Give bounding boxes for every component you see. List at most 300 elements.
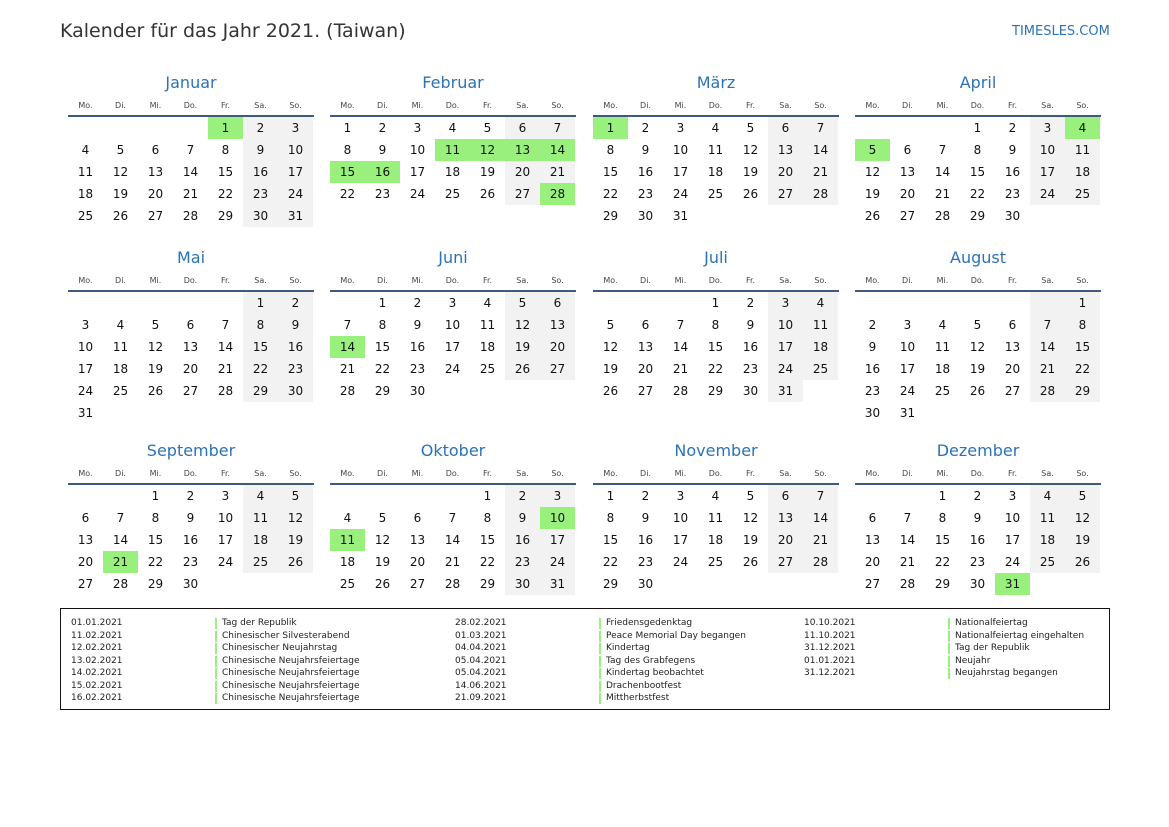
weekday-header [593, 273, 839, 292]
day-cell: 2 [186, 489, 195, 503]
day-cell: 25 [803, 358, 838, 380]
day-cell: 5 [378, 511, 387, 525]
week-row [68, 573, 314, 595]
weekday-label: Mo. [603, 101, 618, 110]
weekday-label: Di. [640, 101, 651, 110]
week-row [593, 336, 839, 358]
day-cell: 3 [1008, 489, 1017, 503]
day-cell: 27 [768, 551, 803, 573]
day-cell: 16 [637, 533, 654, 547]
week-row [68, 205, 314, 227]
weekday-label: Mi. [674, 101, 687, 110]
weekday-label: Fr. [482, 469, 493, 478]
week-row [855, 573, 1101, 595]
day-cell: 25 [243, 551, 278, 573]
weekday-label: Do. [970, 469, 985, 478]
weekday-header [593, 466, 839, 485]
weekday-label: Sa. [516, 276, 529, 285]
empty-day-cell [243, 402, 278, 424]
day-cell: 26 [479, 187, 496, 201]
legend-date: 14.02.2021 [71, 668, 123, 678]
weekday-label: Do. [183, 469, 198, 478]
day-cell: 14 [112, 533, 129, 547]
day-cell: 26 [742, 187, 759, 201]
day-cell: 6 [641, 318, 650, 332]
week-row [855, 551, 1101, 573]
holiday-day-cell: 10 [540, 507, 575, 529]
day-cell: 10 [278, 139, 313, 161]
legend-date: 21.09.2021 [455, 693, 507, 703]
empty-day-cell [208, 292, 243, 314]
weekday-label: Fr. [220, 469, 231, 478]
week-row [593, 551, 839, 573]
day-cell: 19 [864, 187, 881, 201]
day-cell: 18 [339, 555, 356, 569]
weekday-label: Do. [445, 276, 460, 285]
legend-holiday-name: Kindertag beobachtet [606, 668, 704, 678]
weekday-label: Sa. [254, 101, 267, 110]
legend-item [804, 642, 1084, 655]
day-cell: 31 [278, 205, 313, 227]
day-cell: 5 [1065, 485, 1100, 507]
day-cell: 19 [374, 555, 391, 569]
day-cell: 11 [934, 340, 951, 354]
week-row [68, 117, 314, 139]
day-cell: 8 [221, 143, 230, 157]
weekday-label: Mi. [149, 469, 162, 478]
day-cell: 6 [505, 117, 540, 139]
day-cell: 13 [147, 165, 164, 179]
legend-marker [599, 681, 601, 692]
empty-day-cell [663, 292, 698, 314]
day-cell: 25 [77, 209, 94, 223]
day-cell: 24 [409, 187, 426, 201]
day-cell: 29 [934, 577, 951, 591]
day-cell: 18 [803, 336, 838, 358]
week-row [855, 314, 1101, 336]
day-cell: 10 [1004, 511, 1021, 525]
day-cell: 30 [409, 384, 426, 398]
site-brand-link[interactable]: TIMESLES.COM [1012, 24, 1110, 39]
day-cell: 13 [768, 507, 803, 529]
weekday-label: Do. [708, 276, 723, 285]
day-cell: 28 [803, 183, 838, 205]
empty-day-cell [925, 117, 960, 139]
day-cell: 8 [243, 314, 278, 336]
weekday-label: Mo. [340, 469, 355, 478]
day-cell: 7 [343, 318, 352, 332]
day-cell: 22 [707, 362, 724, 376]
day-cell: 13 [768, 139, 803, 161]
day-cell: 10 [1030, 139, 1065, 161]
day-cell: 4 [483, 296, 492, 310]
day-cell: 1 [973, 121, 982, 135]
week-row [593, 573, 839, 595]
day-cell: 1 [483, 489, 492, 503]
empty-day-cell [628, 292, 663, 314]
day-cell: 2 [746, 296, 755, 310]
day-cell: 22 [374, 362, 391, 376]
legend-marker [599, 668, 601, 679]
week-row [330, 161, 576, 183]
day-cell: 1 [243, 292, 278, 314]
day-cell: 21 [672, 362, 689, 376]
day-cell: 10 [672, 143, 689, 157]
week-row [330, 551, 576, 573]
day-cell: 1 [1065, 292, 1100, 314]
week-row [855, 139, 1101, 161]
day-cell: 30 [505, 573, 540, 595]
legend-date: 01.01.2021 [804, 655, 856, 666]
week-row [855, 292, 1101, 314]
legend-date: 31.12.2021 [804, 643, 856, 653]
legend-item [804, 617, 1084, 630]
month-calendar [593, 248, 839, 402]
holiday-day-cell: 14 [330, 336, 365, 358]
empty-day-cell [278, 573, 313, 595]
day-cell: 4 [803, 292, 838, 314]
day-cell: 24 [672, 555, 689, 569]
day-cell: 21 [182, 187, 199, 201]
weekday-label: Fr. [482, 276, 493, 285]
day-cell: 23 [182, 555, 199, 569]
weekday-header [68, 273, 314, 292]
day-cell: 7 [448, 511, 457, 525]
day-cell: 22 [602, 555, 619, 569]
day-cell: 17 [540, 529, 575, 551]
holiday-day-cell: 13 [505, 139, 540, 161]
weekday-label: Di. [115, 276, 126, 285]
day-cell: 8 [378, 318, 387, 332]
day-cell: 12 [147, 340, 164, 354]
day-cell: 26 [112, 209, 129, 223]
month-name: Januar [165, 73, 217, 92]
day-cell: 5 [116, 143, 125, 157]
month-name: März [696, 73, 736, 92]
day-cell: 8 [606, 143, 615, 157]
day-cell: 7 [676, 318, 685, 332]
day-cell: 24 [768, 358, 803, 380]
legend-marker [948, 643, 950, 654]
weekday-label: Sa. [779, 469, 792, 478]
day-cell: 7 [803, 117, 838, 139]
day-cell: 24 [1004, 555, 1021, 569]
weekday-header [330, 466, 576, 485]
day-cell: 15 [707, 340, 724, 354]
day-cell: 5 [746, 121, 755, 135]
holiday-day-cell: 11 [330, 529, 365, 551]
day-cell: 29 [602, 209, 619, 223]
weekday-label: Mi. [149, 276, 162, 285]
legend-date: 10.10.2021 [804, 618, 856, 628]
legend-date: 31.12.2021 [804, 668, 856, 678]
day-cell: 14 [803, 507, 838, 529]
week-row [330, 336, 576, 358]
legend-holiday-name: Nationalfeiertag [955, 618, 1028, 628]
legend-item [455, 655, 746, 668]
week-row [68, 402, 314, 424]
day-cell: 15 [479, 533, 496, 547]
day-cell: 28 [444, 577, 461, 591]
week-row [593, 507, 839, 529]
day-cell: 7 [221, 318, 230, 332]
week-row [68, 551, 314, 573]
day-cell: 13 [1004, 340, 1021, 354]
legend-item [71, 617, 359, 630]
day-cell: 28 [672, 384, 689, 398]
empty-day-cell [103, 117, 138, 139]
day-cell: 19 [742, 533, 759, 547]
legend-date: 05.04.2021 [455, 655, 507, 666]
day-cell: 13 [540, 314, 575, 336]
legend-marker [215, 618, 217, 629]
day-cell: 20 [77, 555, 94, 569]
day-cell: 10 [77, 340, 94, 354]
weekday-header [330, 98, 576, 117]
weekday-header [593, 98, 839, 117]
day-cell: 20 [182, 362, 199, 376]
day-cell: 10 [899, 340, 916, 354]
legend-item [455, 680, 746, 693]
day-cell: 3 [81, 318, 90, 332]
day-cell: 12 [742, 511, 759, 525]
legend-marker [948, 631, 950, 642]
month-name: Mai [176, 248, 206, 267]
day-cell: 9 [243, 139, 278, 161]
legend-date: 14.06.2021 [455, 680, 507, 691]
week-row [593, 205, 839, 227]
day-cell: 22 [479, 555, 496, 569]
weekday-label: Sa. [254, 276, 267, 285]
empty-day-cell [890, 485, 925, 507]
day-cell: 24 [444, 362, 461, 376]
day-cell: 8 [711, 318, 720, 332]
day-cell: 27 [540, 358, 575, 380]
day-cell: 12 [969, 340, 986, 354]
day-cell: 17 [899, 362, 916, 376]
day-cell: 29 [243, 380, 278, 402]
day-cell: 12 [602, 340, 619, 354]
day-cell: 3 [221, 489, 230, 503]
weekday-label: Sa. [779, 101, 792, 110]
day-cell: 4 [81, 143, 90, 157]
day-cell: 19 [602, 362, 619, 376]
day-cell: 15 [602, 533, 619, 547]
legend-date: 16.02.2021 [71, 693, 123, 703]
empty-day-cell [855, 485, 890, 507]
day-cell: 17 [1030, 161, 1065, 183]
day-cell: 28 [899, 577, 916, 591]
day-cell: 4 [116, 318, 125, 332]
weekday-label: Mi. [674, 276, 687, 285]
day-cell: 27 [1004, 384, 1021, 398]
day-cell: 28 [1030, 380, 1065, 402]
week-row [855, 402, 1101, 424]
empty-day-cell [400, 485, 435, 507]
month-name: Oktober [420, 441, 486, 460]
weekday-label: Mo. [865, 101, 880, 110]
day-cell: 15 [1065, 336, 1100, 358]
day-cell: 27 [505, 183, 540, 205]
weekday-label: Do. [183, 276, 198, 285]
empty-day-cell [103, 485, 138, 507]
day-cell: 19 [505, 336, 540, 358]
calendar-grid [68, 73, 1113, 603]
holiday-day-cell: 11 [435, 139, 470, 161]
day-cell: 11 [803, 314, 838, 336]
day-cell: 12 [374, 533, 391, 547]
week-row [855, 380, 1101, 402]
day-cell: 5 [973, 318, 982, 332]
weekday-label: So. [551, 101, 564, 110]
empty-day-cell [890, 292, 925, 314]
legend-item [804, 630, 1084, 643]
day-cell: 5 [606, 318, 615, 332]
day-cell: 20 [899, 187, 916, 201]
day-cell: 14 [899, 533, 916, 547]
day-cell: 9 [641, 511, 650, 525]
day-cell: 18 [479, 340, 496, 354]
day-cell: 8 [483, 511, 492, 525]
empty-day-cell [68, 292, 103, 314]
legend-holiday-name: Tag der Republik [222, 618, 297, 628]
month-calendar [855, 73, 1101, 227]
day-cell: 12 [1065, 507, 1100, 529]
holiday-day-cell: 12 [470, 139, 505, 161]
day-cell: 21 [339, 362, 356, 376]
weekday-label: Di. [115, 101, 126, 110]
day-cell: 22 [969, 187, 986, 201]
day-cell: 15 [217, 165, 234, 179]
weekday-label: Mo. [78, 469, 93, 478]
month-calendar [68, 248, 314, 424]
legend-item [71, 680, 359, 693]
legend-item [455, 667, 746, 680]
empty-day-cell [330, 292, 365, 314]
empty-day-cell [68, 485, 103, 507]
day-cell: 14 [672, 340, 689, 354]
holiday-day-cell: 21 [103, 551, 138, 573]
day-cell: 11 [1065, 139, 1100, 161]
empty-day-cell [925, 402, 960, 424]
day-cell: 15 [969, 165, 986, 179]
weekday-label: Do. [183, 101, 198, 110]
weekday-header [855, 466, 1101, 485]
day-cell: 2 [641, 121, 650, 135]
month-name: Juni [438, 248, 468, 267]
day-cell: 26 [505, 358, 540, 380]
day-cell: 20 [409, 555, 426, 569]
day-cell: 3 [676, 489, 685, 503]
week-row [593, 139, 839, 161]
week-row [68, 507, 314, 529]
day-cell: 9 [378, 143, 387, 157]
weekday-label: So. [814, 469, 827, 478]
weekday-label: So. [551, 469, 564, 478]
day-cell: 18 [707, 533, 724, 547]
day-cell: 26 [742, 555, 759, 569]
day-cell: 27 [864, 577, 881, 591]
empty-day-cell [1030, 573, 1065, 595]
empty-day-cell [960, 292, 995, 314]
day-cell: 20 [637, 362, 654, 376]
day-cell: 12 [505, 314, 540, 336]
day-cell: 4 [711, 489, 720, 503]
day-cell: 16 [1004, 165, 1021, 179]
day-cell: 20 [768, 529, 803, 551]
day-cell: 24 [217, 555, 234, 569]
day-cell: 9 [868, 340, 877, 354]
weekday-label: So. [289, 469, 302, 478]
day-cell: 26 [147, 384, 164, 398]
empty-day-cell [1065, 402, 1100, 424]
legend-marker [215, 693, 217, 704]
weekday-label: Mo. [603, 469, 618, 478]
day-cell: 18 [77, 187, 94, 201]
legend-holiday-name: Friedensgedenktag [606, 618, 693, 628]
day-cell: 13 [182, 340, 199, 354]
day-cell: 2 [505, 485, 540, 507]
day-cell: 18 [444, 165, 461, 179]
day-cell: 30 [969, 577, 986, 591]
empty-day-cell [365, 485, 400, 507]
empty-day-cell [173, 117, 208, 139]
day-cell: 29 [969, 209, 986, 223]
empty-day-cell [803, 573, 838, 595]
day-cell: 27 [77, 577, 94, 591]
day-cell: 1 [378, 296, 387, 310]
weekday-label: Fr. [1007, 101, 1018, 110]
weekday-label: Mo. [78, 276, 93, 285]
week-row [855, 161, 1101, 183]
empty-day-cell [768, 573, 803, 595]
week-row [330, 117, 576, 139]
day-cell: 22 [339, 187, 356, 201]
day-cell: 23 [1004, 187, 1021, 201]
day-cell: 21 [1030, 358, 1065, 380]
day-cell: 30 [864, 406, 881, 420]
day-cell: 18 [707, 165, 724, 179]
holiday-day-cell: 28 [540, 183, 575, 205]
week-row [68, 380, 314, 402]
week-row [593, 314, 839, 336]
day-cell: 11 [479, 318, 496, 332]
day-cell: 28 [112, 577, 129, 591]
empty-day-cell [733, 205, 768, 227]
week-row [855, 183, 1101, 205]
day-cell: 8 [938, 511, 947, 525]
day-cell: 19 [112, 187, 129, 201]
day-cell: 2 [378, 121, 387, 135]
month-name: Februar [422, 73, 484, 92]
day-cell: 1 [151, 489, 160, 503]
weekday-label: Mo. [340, 101, 355, 110]
day-cell: 10 [444, 318, 461, 332]
empty-day-cell [505, 380, 540, 402]
day-cell: 5 [278, 485, 313, 507]
week-row [330, 507, 576, 529]
day-cell: 26 [374, 577, 391, 591]
day-cell: 19 [147, 362, 164, 376]
day-cell: 27 [147, 209, 164, 223]
empty-day-cell [208, 402, 243, 424]
day-cell: 23 [409, 362, 426, 376]
day-cell: 25 [934, 384, 951, 398]
empty-day-cell [960, 402, 995, 424]
week-row [68, 183, 314, 205]
day-cell: 16 [409, 340, 426, 354]
month-calendar [855, 441, 1101, 595]
